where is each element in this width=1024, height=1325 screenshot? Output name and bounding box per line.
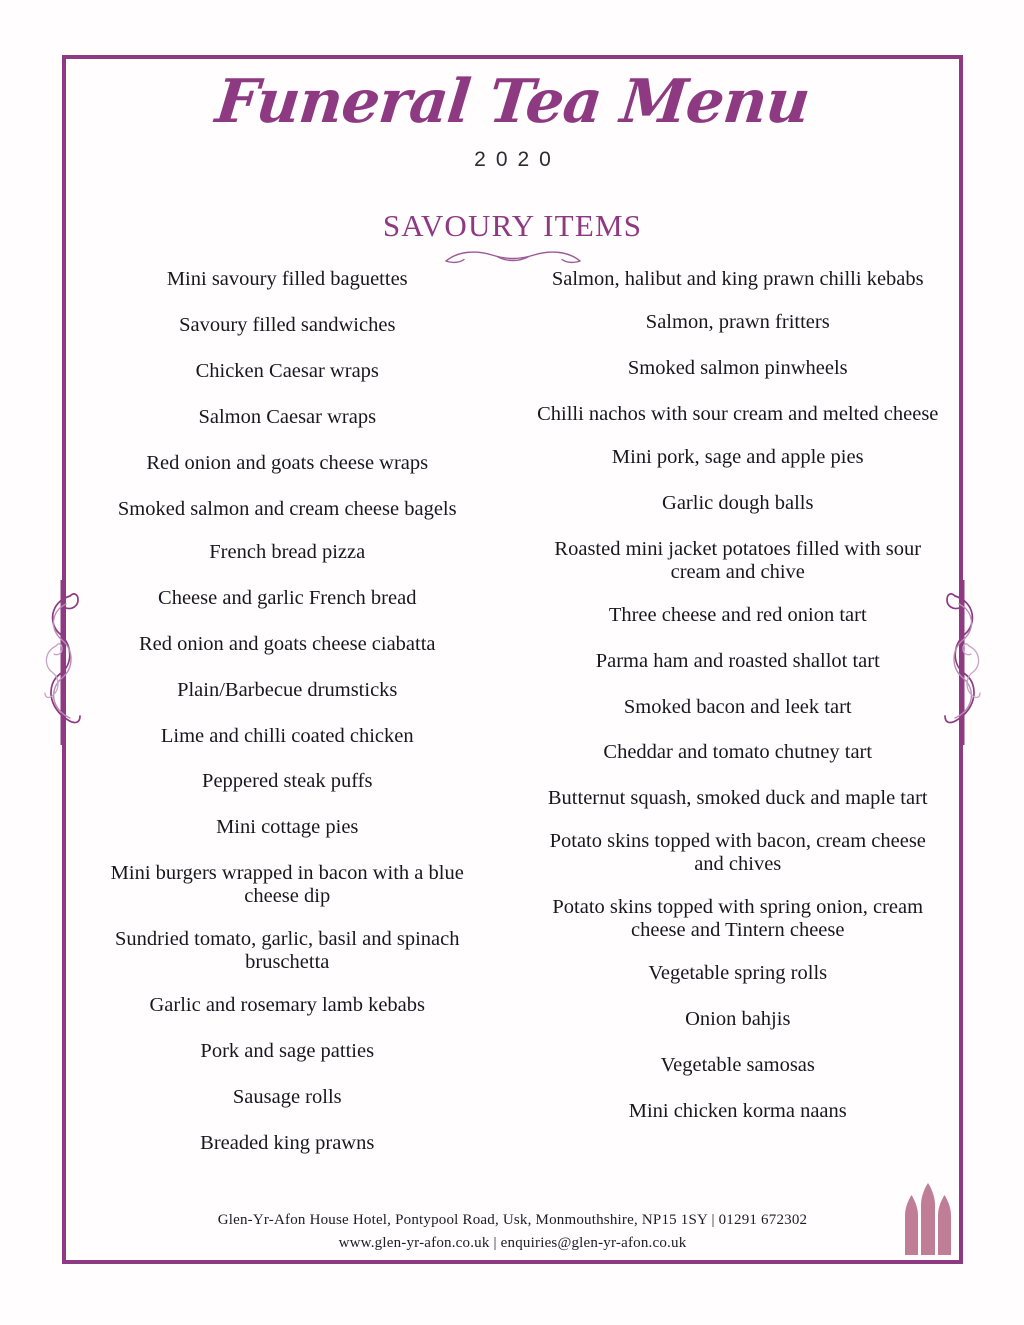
menu-item: Salmon, prawn fritters bbox=[645, 310, 830, 333]
menu-item: Three cheese and red onion tart bbox=[608, 603, 867, 626]
menu-item: Mini burgers wrapped in bacon with a blue cheese dip bbox=[110, 862, 464, 908]
menu-item: Breaded king prawns bbox=[200, 1132, 375, 1155]
footer-address: Glen-Yr-Afon House Hotel, Pontypool Road, Usk, Monmouthshire, NP15 1SY | 01291 672302 bbox=[217, 1212, 808, 1228]
menu-item: Smoked salmon pinwheels bbox=[627, 356, 848, 379]
three-spires-logo-icon bbox=[897, 1183, 959, 1255]
menu-item: Mini pork, sage and apple pies bbox=[611, 445, 864, 468]
menu-item: Vegetable samosas bbox=[660, 1054, 815, 1077]
menu-item: Parma ham and roasted shallot tart bbox=[595, 649, 880, 672]
menu-item: Vegetable spring rolls bbox=[648, 962, 828, 985]
menu-item: Smoked salmon and cream cheese bagels bbox=[117, 497, 457, 520]
menu-item: Cheese and garlic French bread bbox=[158, 586, 417, 609]
section-heading: SAVOURY ITEMS bbox=[382, 208, 643, 243]
menu-item: Mini chicken korma naans bbox=[628, 1100, 847, 1123]
page-footer bbox=[62, 1209, 963, 1256]
menu-item: Plain/Barbecue drumsticks bbox=[177, 678, 398, 701]
menu-item: Cheddar and tomato chutney tart bbox=[603, 741, 873, 764]
menu-item: Chilli nachos with sour cream and melted cheese bbox=[537, 402, 939, 425]
menu-item: Salmon Caesar wraps bbox=[198, 405, 377, 428]
menu-year: 2020 bbox=[474, 148, 561, 171]
menu-item: Lime and chilli coated chicken bbox=[160, 724, 414, 747]
flourish-divider-icon bbox=[62, 246, 963, 268]
menu-item: Red onion and goats cheese wraps bbox=[146, 451, 429, 474]
menu-item: Peppered steak puffs bbox=[202, 770, 373, 793]
menu-item: Roasted mini jacket potatoes filled with sour cream and chive bbox=[554, 537, 922, 583]
scroll-flourish-ornament-icon bbox=[40, 580, 84, 745]
menu-column-right bbox=[513, 268, 964, 1146]
menu-item: Pork and sage patties bbox=[200, 1040, 375, 1063]
scroll-flourish-ornament-icon bbox=[941, 580, 985, 745]
menu-item: Garlic dough balls bbox=[662, 491, 814, 514]
menu-item: Garlic and rosemary lamb kebabs bbox=[149, 994, 425, 1017]
menu-columns bbox=[62, 268, 963, 1178]
menu-item: Sausage rolls bbox=[232, 1086, 342, 1109]
page-title: Funeral Tea Menu bbox=[212, 67, 813, 137]
menu-item: Potato skins topped with spring onion, cream cheese and Tintern cheese bbox=[552, 896, 924, 942]
menu-item: Red onion and goats cheese ciabatta bbox=[138, 632, 436, 655]
menu-column-left bbox=[62, 268, 513, 1178]
menu-item: Savoury filled sandwiches bbox=[179, 313, 396, 336]
menu-item: Sundried tomato, garlic, basil and spinach bruschetta bbox=[115, 928, 460, 974]
menu-item: Butternut squash, smoked duck and maple tart bbox=[547, 787, 928, 810]
menu-item: Mini cottage pies bbox=[216, 816, 359, 839]
menu-item: Onion bahjis bbox=[685, 1008, 791, 1031]
menu-item: Smoked bacon and leek tart bbox=[623, 695, 852, 718]
menu-item: Potato skins topped with bacon, cream cheese and chives bbox=[549, 830, 926, 876]
menu-item: Chicken Caesar wraps bbox=[195, 359, 379, 382]
menu-item: Salmon, halibut and king prawn chilli kebabs bbox=[551, 268, 924, 290]
menu-header bbox=[62, 58, 963, 268]
footer-contact: www.glen-yr-afon.co.uk | enquiries@glen-yr-afon.co.uk bbox=[338, 1235, 687, 1252]
menu-item: French bread pizza bbox=[209, 540, 366, 563]
menu-item: Mini savoury filled baguettes bbox=[166, 268, 408, 290]
